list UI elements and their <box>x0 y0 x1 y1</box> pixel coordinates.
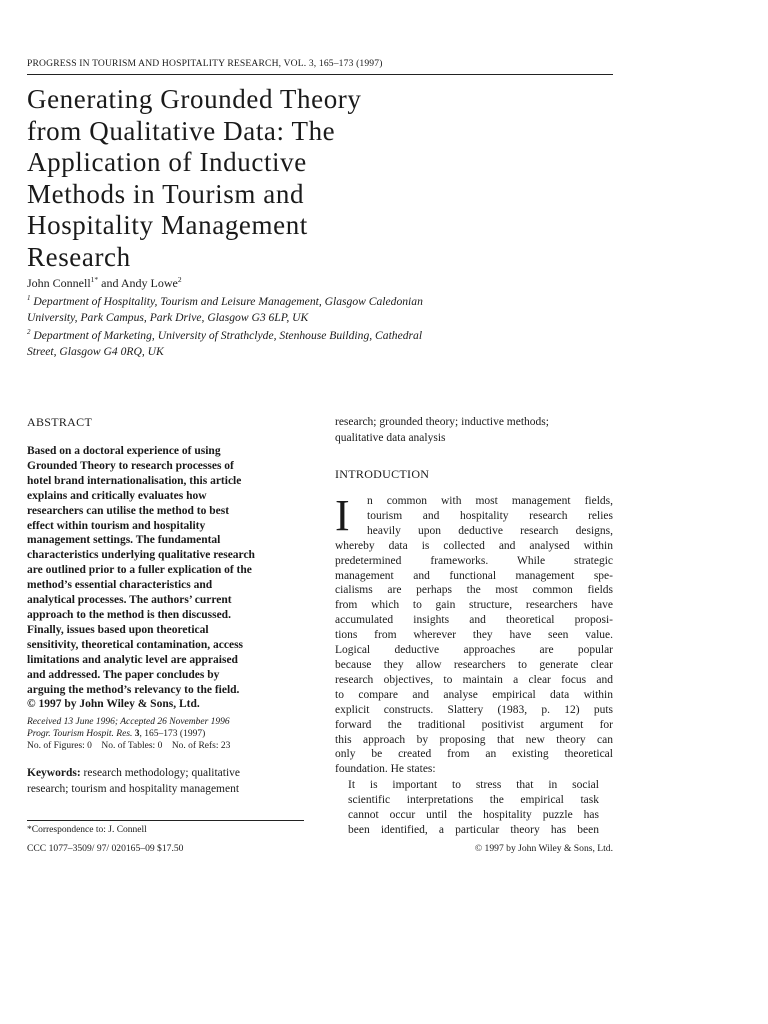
received-dates: Received 13 June 1996; Accepted 26 November 1996 <box>27 717 230 727</box>
affiliation-mark: 1 <box>27 294 31 302</box>
correspondence-footnote: *Correspondence to: J. Connell <box>27 825 147 835</box>
journal-abbrev: Progr. Tourism Hospit. Res. <box>27 729 133 739</box>
body-line: forward the traditional positivist argument for <box>335 718 613 731</box>
author-name: John Connell <box>27 276 91 290</box>
body-line: accumulated insights and theoretical proposi- <box>335 614 613 627</box>
counts-line: No. of Figures: 0 No. of Tables: 0 No. of Refs: 23 <box>27 741 231 751</box>
volume-number: 3 <box>134 729 140 739</box>
body-line: tions from wherever they have seen value. <box>335 629 613 642</box>
abstract-line: and addressed. The paper concludes by <box>27 668 220 681</box>
affiliation-line: University, Park Campus, Park Drive, Glasgow G3 6LP, UK <box>27 310 309 324</box>
abstract-line: Finally, issues based upon theoretical <box>27 623 209 636</box>
keywords-text: research methodology; qualitative <box>80 767 241 779</box>
keywords <box>27 766 303 797</box>
quote-line: It is important to stress that in social <box>348 779 599 791</box>
affiliation-line <box>27 294 487 310</box>
footnote-divider <box>27 820 304 821</box>
abstract-line: limitations and analytic level are appraised <box>27 653 238 666</box>
keywords-line <box>27 766 303 782</box>
title-line: Research <box>27 241 131 272</box>
body-line: this approach by proposing that new theory can <box>335 733 613 746</box>
affiliation-text: Department of Marketing, University of Strathclyde, Stenhouse Building, Cathedral <box>33 329 423 342</box>
abstract-line: Based on a doctoral experience of using <box>27 445 221 457</box>
abstract-line: management settings. The fundamental <box>27 534 221 547</box>
quote-line: scientific interpretations the empirical task <box>348 794 599 806</box>
abstract-line: Grounded Theory to research processes of <box>27 459 234 472</box>
pages-year: , 165–173 (1997) <box>139 729 206 739</box>
abstract-line: arguing the method’s relevancy to the field. <box>27 683 240 696</box>
body-line: tourism and hospitality research relies <box>367 509 613 522</box>
journal-page <box>27 0 613 1024</box>
body-line: management and functional management spe- <box>335 569 613 582</box>
quote-line: cannot occur until the hospitality puzzle has <box>348 809 599 821</box>
article-title <box>27 84 457 273</box>
body-line: n common with most management fields, <box>367 495 613 507</box>
left-column <box>27 414 303 854</box>
keywords-continued <box>335 414 613 446</box>
abstract-line: explains and critically evaluates how <box>27 489 207 502</box>
author-conjunction: and <box>98 276 121 290</box>
body-line: foundation. He states: <box>335 763 436 776</box>
author-affiliation-mark: 2 <box>177 275 182 284</box>
title-line: Methods in Tourism and <box>27 178 305 209</box>
body-line: to compare and analyse empirical data within <box>335 688 613 701</box>
affiliation-mark: 2 <box>27 328 31 336</box>
title-line: Hospitality Management <box>27 210 308 240</box>
introduction-body <box>335 491 613 777</box>
abstract-line: are outlined prior to a fuller explication of the <box>27 564 252 577</box>
affiliation-text: Department of Hospitality, Tourism and Leisure Management, Glasgow Caledonian <box>33 295 423 308</box>
abstract-line: analytical processes. The authors’ current <box>27 594 232 607</box>
abstract-line: © 1997 by John Wiley & Sons, Ltd. <box>27 698 200 711</box>
abstract-line: approach to the method is then discussed. <box>27 608 231 621</box>
keywords-line: research; tourism and hospitality management <box>27 782 240 795</box>
body-line: cialisms are perhaps the most common fields <box>335 584 613 597</box>
affiliation-line: Street, Glasgow G4 0RQ, UK <box>27 344 164 358</box>
ccc-code: CCC 1077–3509/ 97/ 020165–09 $17.50 <box>27 843 184 854</box>
abstract-line: effect within tourism and hospitality <box>27 519 206 532</box>
quote-line: been identified, a particular theory has been <box>348 824 599 836</box>
running-header: PROGRESS IN TOURISM AND HOSPITALITY RESEARCH, VOL. 3, 165–173 (1997) <box>27 58 613 75</box>
title-line: from Qualitative Data: The <box>27 115 336 146</box>
title-line: Application of Inductive <box>27 147 307 177</box>
body-line: only be created from an existing theoretical <box>335 748 613 761</box>
block-quote <box>348 778 599 838</box>
abstract-line: hotel brand internationalisation, this article <box>27 474 242 487</box>
body-line: Logical deductive approaches are popular <box>335 644 613 657</box>
affiliation-2 <box>27 328 487 359</box>
abstract-line: characteristics underlying qualitative research <box>27 549 255 562</box>
abstract-line: sensitivity, theoretical contamination, access <box>27 638 244 651</box>
affiliation-line <box>27 328 487 344</box>
author-affiliation-mark: 1* <box>90 275 99 284</box>
abstract-heading: ABSTRACT <box>27 415 93 429</box>
abstract-body <box>27 444 303 712</box>
keywords-line: research; grounded theory; inductive methods; <box>335 416 549 428</box>
author-name: Andy Lowe <box>120 276 178 290</box>
body-line: whereby data is collected and analysed within <box>335 539 613 552</box>
body-line: predetermined frameworks. While strategic <box>335 554 613 567</box>
affiliation-1 <box>27 294 487 325</box>
keywords-label: Keywords: <box>27 767 81 779</box>
body-line: heavily upon deductive research designs, <box>367 524 613 537</box>
abstract-line: method’s essential characteristics and <box>27 579 213 592</box>
body-line: because they allow researchers to generate clear <box>335 658 613 671</box>
author-line <box>27 276 182 291</box>
citation-line <box>27 728 303 740</box>
abstract-line: researchers can utilise the method to best <box>27 504 230 517</box>
drop-cap: I <box>335 491 350 540</box>
introduction-heading: INTRODUCTION <box>335 467 430 481</box>
body-line: from which to gain structure, researchers have <box>335 599 613 612</box>
title-line: Generating Grounded Theory <box>27 84 362 114</box>
body-line: research objectives, to maintain a clear focus and <box>335 673 613 686</box>
keywords-line: qualitative data analysis <box>335 432 446 444</box>
body-line: explicit constructs. Slattery (1983, p. 12) puts <box>335 703 613 716</box>
copyright-notice: © 1997 by John Wiley & Sons, Ltd. <box>474 843 613 854</box>
received-info <box>27 716 303 752</box>
